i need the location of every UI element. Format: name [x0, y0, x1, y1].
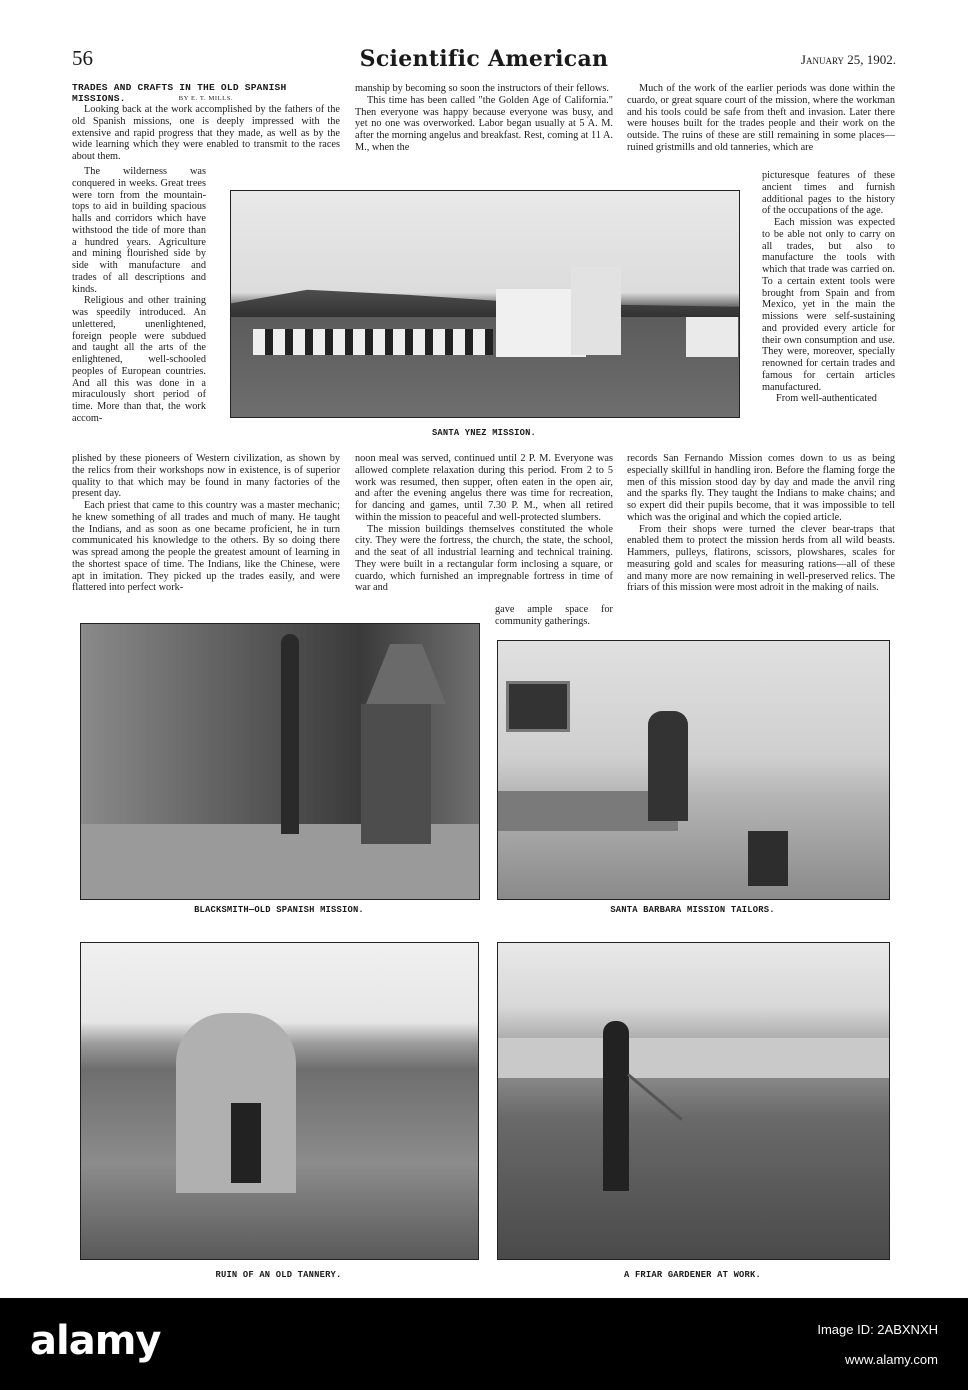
col1-narrow [72, 166, 206, 425]
arcade [253, 329, 493, 355]
col2-end [495, 604, 613, 628]
garden-tool [627, 1073, 683, 1120]
paragraph: This time has been called "the Golden Age of California." Then everyone was happy because everyone was busy, and yet no one was overworked. Labor began usually at 5 A. M. after the morning angelus and breakfast. Rest, coming at 11 A. M., when the [355, 94, 613, 153]
article-title: TRADES AND CRAFTS IN THE OLD SPANISH MISSIONS. [72, 82, 287, 104]
publication-title: Scientific American [359, 46, 609, 72]
paragraph: Religious and other training was speedily introduced. An unlettered, unenlightened, foreign people were subdued and taught all the arts of the enlightened, well-schooled peoples of European countries. And all this was done in a miraculously short period of time. More than that, the work accom- [72, 295, 206, 424]
friar-tailor [648, 711, 688, 821]
paragraph: gave ample space for community gatherings. [495, 604, 613, 627]
col2-bottom [355, 453, 613, 594]
paragraph: Looking back at the work accomplished by the fathers of the old Spanish missions, one is deeply impressed with the extensive and rapid progress that they made, as well as by the wide learning which they were enabled to transmit to the races about them. [72, 104, 340, 162]
outbuilding [686, 317, 738, 357]
friar-figure [281, 634, 299, 834]
caption-tannery: RUIN OF AN OLD TANNERY. [215, 1270, 342, 1280]
paragraph: Each priest that came to this country was a master mechanic; he knew something of all trades and much of many. He taught the Indians, and as soon as one became proficient, he in turn communicated his knowledge to the others. By so doing there was spread among the people the greatest amount of learning in the shortest space of time. The Indians, like the Chinese, were apt in imitation. They picked up the trades easily, and were flattered into perfect work- [72, 500, 340, 594]
paragraph: manship by becoming so soon the instructors of their fellows. [355, 83, 609, 94]
col3-top [627, 83, 895, 154]
caption-santa-ynez: SANTA YNEZ MISSION. [431, 428, 537, 438]
forge-hood [366, 644, 446, 704]
col2-top [355, 83, 613, 154]
paragraph: From their shops were turned the clever bear-traps that enabled them to protect the mission herds from all wild beasts. Hammers, pulleys, flatirons, scissors, plowshares, scales for measuring gold and scales for measuring rations—all of these and many more are now remaining in well-preserved relics. The friars of this mission were most adroit in the making of nails. [627, 523, 895, 594]
col1-full [72, 453, 340, 594]
col3-full [627, 453, 895, 594]
tailors-photo [497, 640, 890, 900]
paragraph: The mission buildings themselves constituted the whole city. They were the fortress, the church, the state, the school, and the seat of all industrial learning and technical training. They were built in a rectangular form inclosing a square, or cuardo, which furnished an impregnable fortress in time of war and [355, 523, 613, 594]
bell-tower [571, 267, 621, 355]
caption-blacksmith: BLACKSMITH—OLD SPANISH MISSION. [194, 905, 364, 915]
issue-date: January 25, 1902. [800, 52, 896, 67]
garden-wall [498, 1038, 889, 1078]
alamy-logo: alamy [30, 1318, 161, 1364]
paragraph: plished by these pioneers of Western civilization, as shown by the relics from their workshops now in existence, is of superior quality to that which may be found in many factories of the present day. [72, 453, 340, 500]
gardener-photo [497, 942, 890, 1260]
tannery-photo [80, 942, 479, 1260]
byline: BY E. T. MILLS. [178, 95, 234, 102]
wall-painting [506, 681, 570, 732]
paragraph: Each mission was expected to be able not only to carry on all trades, but also to manufacture the tools with which that trade was carried on. To a certain extent tools were brought from Spain and from Mexico, yet in the main the missions were self-sustaining and provided every article for their own consumption and use. They were, moreover, specially renowned for certain trades and famous for certain articles manufactured. [762, 217, 895, 393]
watermark-url: www.alamy.com [845, 1352, 938, 1367]
friar-gardener [603, 1021, 629, 1191]
paragraph: The wilderness was conquered in weeks. Great trees were torn from the mountain-tops to aid in building spacious halls and corridors which have withstood the tide of more than a hundred years. Agriculture and mining flourished side by side with manufacture and trades of all descriptions and kinds. [72, 166, 206, 295]
santa-ynez-mission-photo [230, 190, 740, 418]
forge [361, 704, 431, 844]
paragraph: Much of the work of the earlier periods was done within the cuardo, or great square court of the mission, where the workman and his tools could be safe from theft and invasion. Later there were houses built for the trades people and their work on the outside. The ruins of these are still remaining in some places—ruined gristmills and old tanneries, which are [627, 83, 895, 153]
image-id: Image ID: 2ABXNXH [817, 1322, 938, 1337]
caption-tailors: SANTA BARBARA MISSION TAILORS. [610, 905, 775, 915]
col3-narrow [762, 170, 895, 405]
stool-box [748, 831, 788, 886]
page-number: 56 [72, 46, 93, 70]
caption-gardener: A FRIAR GARDENER AT WORK. [624, 1270, 761, 1280]
blacksmith-photo [80, 623, 480, 900]
paragraph: picturesque features of these ancient times and furnish additional pages to the history of the occupations of the age. [762, 170, 895, 217]
paragraph: From well-authenticated [776, 393, 877, 405]
doorway [231, 1103, 261, 1183]
col1-intro [72, 104, 340, 163]
paragraph: records San Fernando Mission comes down to us as being especially skillful in handling iron. Before the flaming forge the men of this mission stood day by day and made the anvil ring and the sparks fly. They taught the Indians to make chains; and so expert did their pupils become, that it was impossible to tell which was the original and which the copied article. [627, 453, 895, 523]
paragraph: noon meal was served, continued until 2 P. M. Everyone was allowed complete relaxation during this period. From 2 to 5 work was resumed, then supper, often eaten in the open air, and after the evening angelus there was time for recreation, for dancing and games, until 7.30 P. M., when all retired within the mission to peaceful and well-protected slumbers. [355, 453, 613, 523]
mountains [231, 283, 739, 317]
